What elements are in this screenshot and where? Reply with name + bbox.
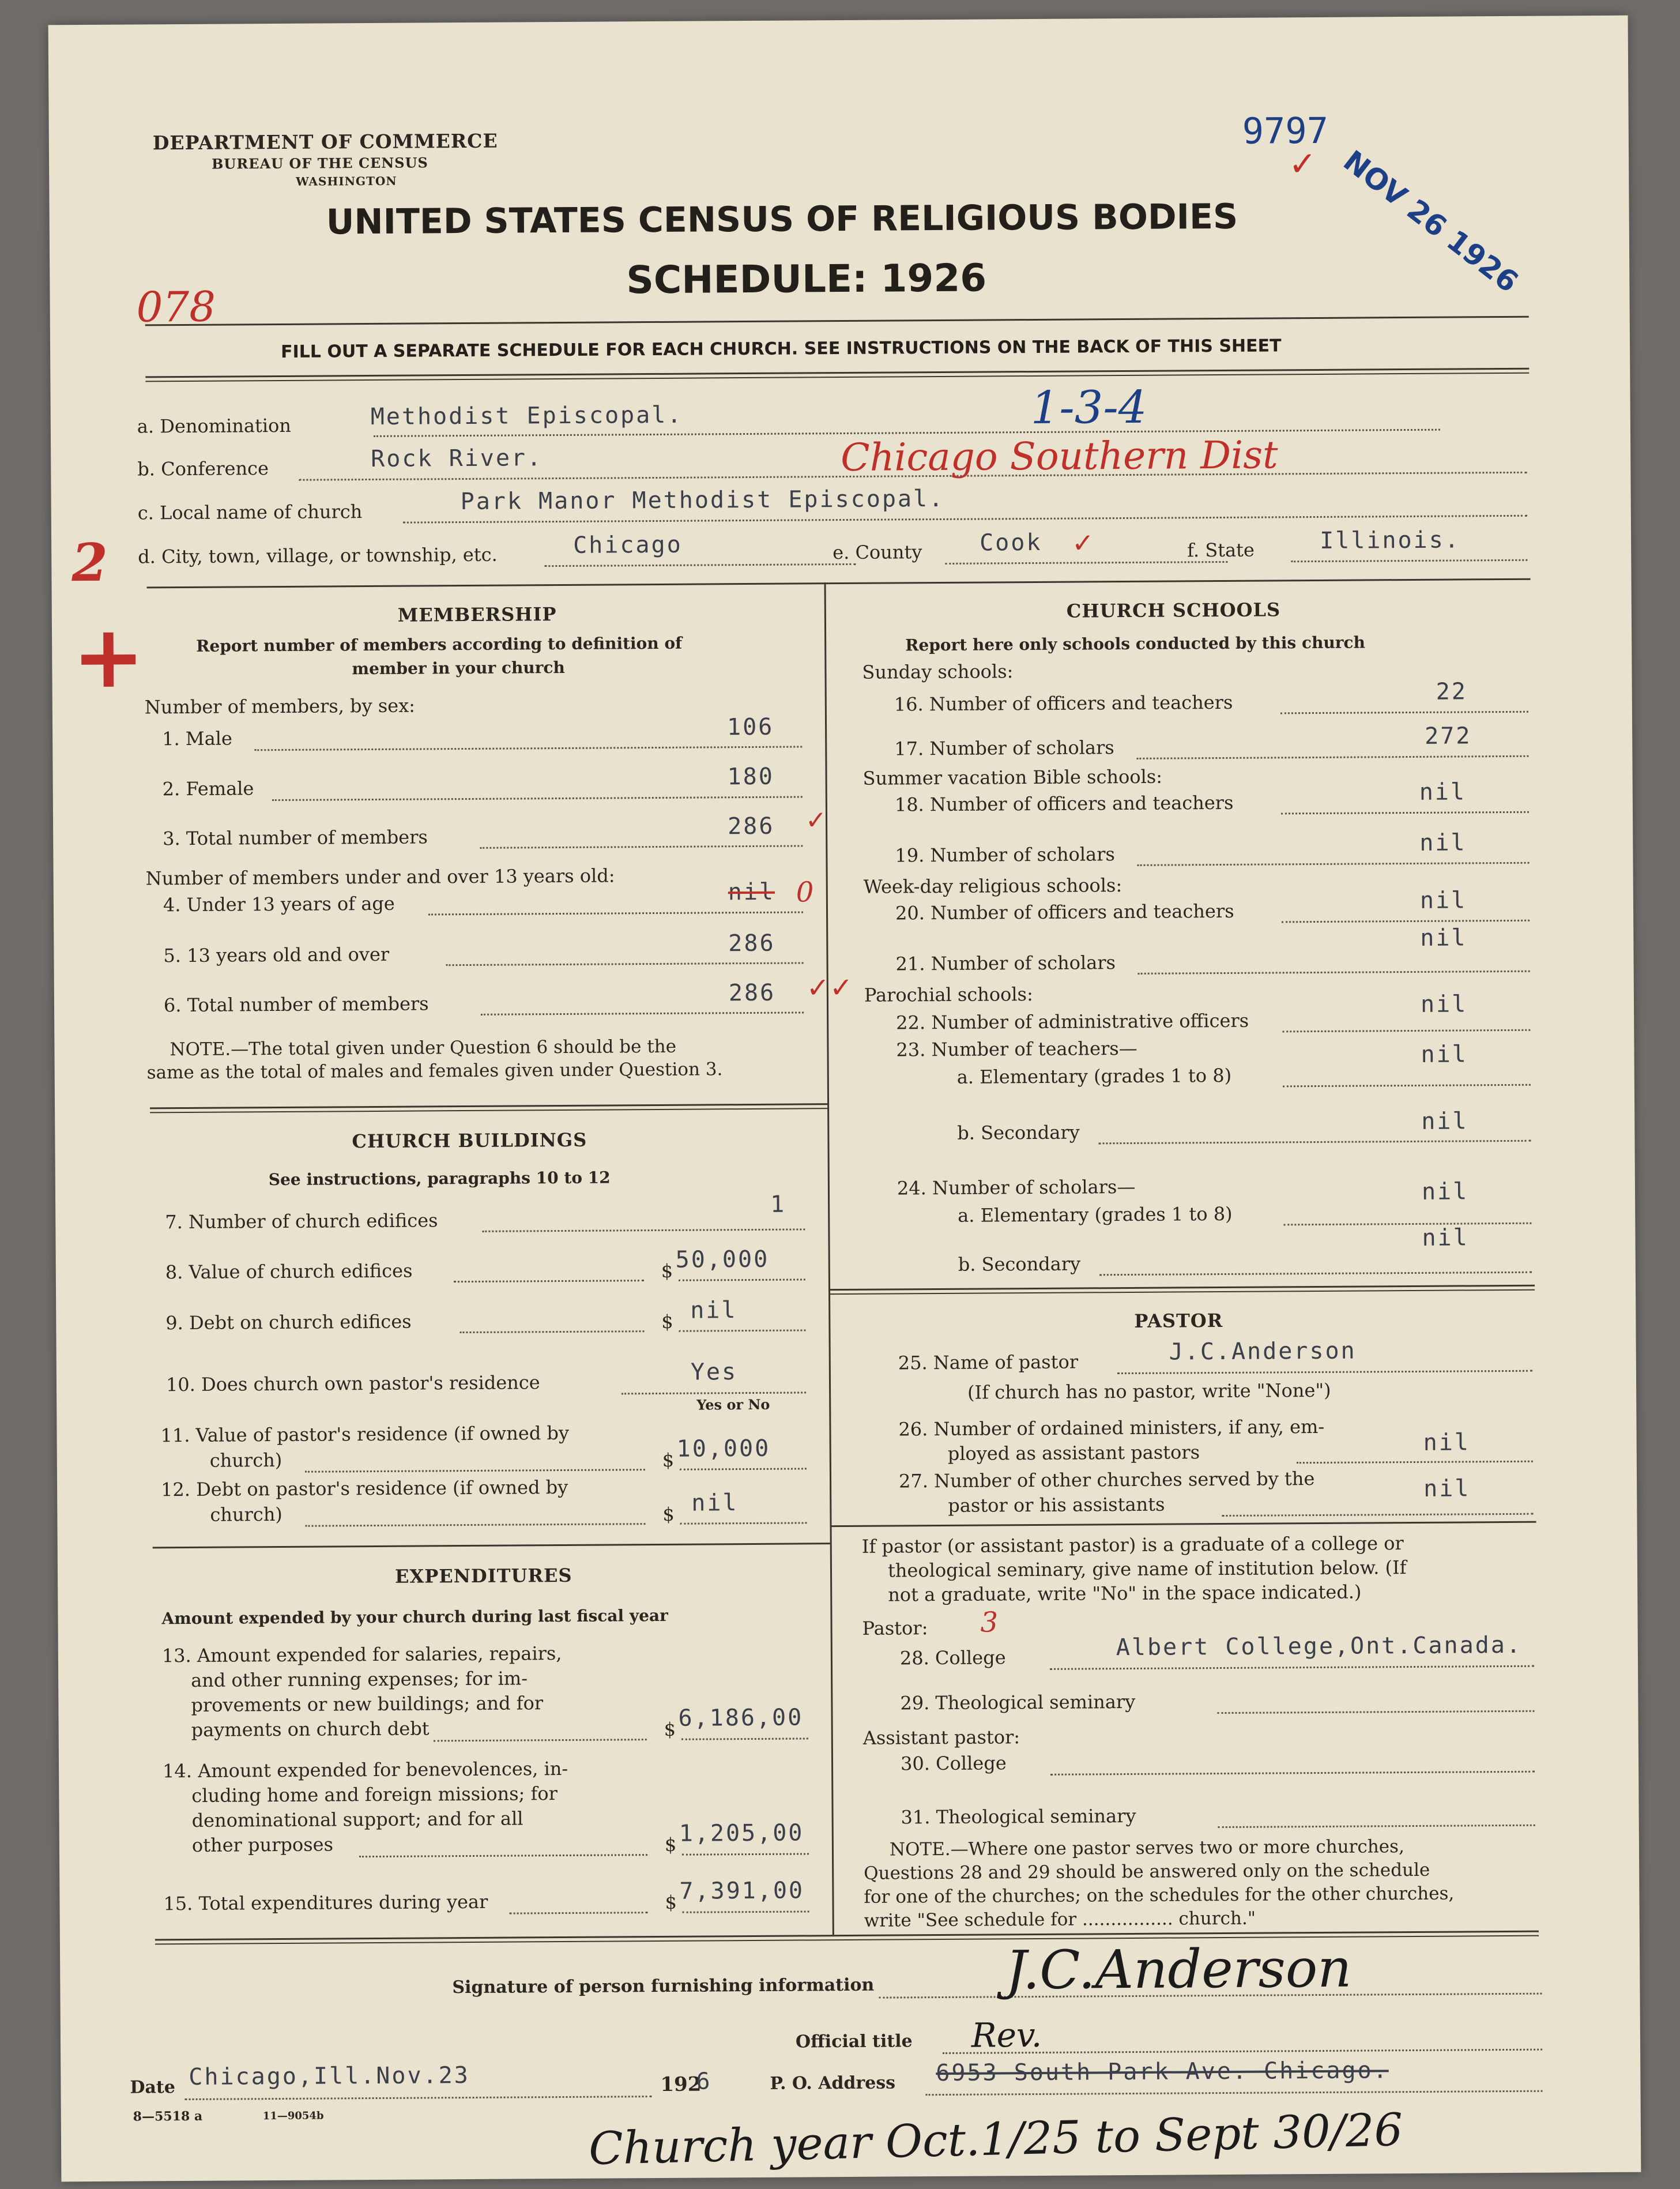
residence-dollar: $ — [662, 1449, 675, 1471]
q24-label: 24. Number of scholars— — [896, 1175, 1136, 1199]
membership-subtitle-2: member in your church — [352, 657, 565, 679]
form-title: UNITED STATES CENSUS OF RELIGIOUS BODIES — [326, 196, 1238, 243]
q14-line-3: denominational support; and for all — [191, 1807, 523, 1831]
q14-dollar: $ — [664, 1833, 677, 1856]
census-schedule-sheet — [48, 16, 1641, 2182]
red-check-mark: ✓ — [1288, 144, 1317, 184]
q25-note: (If church has no pastor, write "None") — [967, 1379, 1331, 1404]
q18-value[interactable]: nil — [1419, 778, 1467, 806]
q24a-label: a. Elementary (grades 1 to 8) — [958, 1202, 1233, 1227]
male-label: 1. Male — [162, 727, 233, 750]
state-value[interactable]: Illinois. — [1319, 526, 1460, 554]
city-value[interactable]: Chicago — [572, 531, 683, 559]
residence-debt-label-2: church) — [210, 1503, 282, 1526]
q30-line — [1050, 1771, 1535, 1776]
county-label: e. County — [833, 541, 922, 564]
local-name-value[interactable]: Park Manor Methodist Episcopal. — [460, 485, 945, 516]
residence-debt-line-a — [306, 1523, 646, 1527]
q27-line-1: 27. Number of other churches served by the — [898, 1468, 1315, 1492]
q31-label: 31. Theological seminary — [901, 1804, 1136, 1829]
q23b-value[interactable]: nil — [1421, 1108, 1468, 1135]
under-13-correction: 0 — [796, 876, 814, 909]
q13-line-a — [434, 1739, 647, 1742]
residence-line — [621, 1391, 806, 1394]
banner-rule-2 — [145, 373, 1529, 382]
q27-value[interactable]: nil — [1423, 1475, 1471, 1502]
over-13-label: 5. 13 years old and over — [163, 943, 390, 967]
denomination-label: a. Denomination — [137, 414, 292, 438]
residence-value-line-a — [305, 1469, 645, 1473]
year-prefix: 192 — [660, 2073, 702, 2096]
edifice-value-line-b — [679, 1278, 805, 1281]
county-check-mark: ✓ — [1071, 527, 1094, 559]
state-line — [1291, 559, 1527, 563]
po-address-label: P. O. Address — [770, 2073, 896, 2094]
membership-subtitle-1: Report number of members according to definition of — [196, 633, 683, 656]
q17-line — [1136, 755, 1528, 759]
buildings-subtitle: See instructions, paragraphs 10 to 12 — [268, 1168, 611, 1190]
district-annotation: Chicago Southern Dist — [840, 432, 1278, 480]
section-rule-top — [147, 578, 1531, 589]
parochial-schools-heading: Parochial schools: — [864, 983, 1033, 1006]
membership-note-2: same as the total of males and females given under Question 3. — [146, 1059, 723, 1084]
over-13-value[interactable]: 286 — [728, 930, 775, 957]
under-13-line — [428, 911, 803, 915]
state-label: f. State — [1187, 539, 1255, 562]
q15-label: 15. Total expenditures during year — [163, 1890, 488, 1915]
summer-schools-heading: Summer vacation Bible schools: — [862, 765, 1163, 789]
date-label: Date — [130, 2077, 175, 2098]
q25-line — [1117, 1370, 1532, 1374]
q20-value[interactable]: nil — [1419, 887, 1467, 914]
column-divider — [824, 582, 834, 1935]
schools-rule-2 — [830, 1289, 1535, 1295]
left-reference-number: 078 — [136, 282, 216, 332]
q16-value[interactable]: 22 — [1436, 678, 1468, 705]
under-13-value[interactable]: nil — [728, 878, 775, 906]
residence-debt-dollar: $ — [662, 1503, 675, 1525]
q29-label: 29. Theological seminary — [900, 1690, 1136, 1714]
debt-dollar: $ — [661, 1310, 673, 1333]
college-value[interactable]: Albert College,Ont.Canada. — [1116, 1631, 1523, 1661]
q24b-line — [1099, 1272, 1532, 1276]
form-number: 8—5518 a — [133, 2108, 203, 2124]
q14-line-2: cluding home and foreign missions; for — [191, 1782, 558, 1807]
q13-line-2: and other running expenses; for im- — [191, 1667, 528, 1691]
edifice-debt-label: 9. Debt on church edifices — [165, 1310, 412, 1334]
q13-dollar: $ — [664, 1718, 676, 1740]
city-label: d. City, town, village, or township, etc. — [138, 543, 498, 568]
q14-line-4: other purposes — [191, 1833, 334, 1856]
total-check-mark: ✓ — [805, 806, 827, 836]
q27-line — [1222, 1513, 1533, 1517]
q20-line — [1282, 920, 1530, 923]
q18-label: 18. Number of officers and teachers — [894, 791, 1234, 816]
q13-line-1: 13. Amount expended for salaries, repairs, — [161, 1642, 562, 1667]
classification-code: 1-3-4 — [1030, 381, 1147, 435]
q13-line-3: provements or new buildings; and for — [191, 1692, 544, 1716]
q25-label: 25. Name of pastor — [898, 1351, 1079, 1374]
q15-value[interactable]: 7,391,00 — [679, 1877, 805, 1905]
yes-no-hint: Yes or No — [696, 1396, 770, 1413]
pastor-mark: 3 — [980, 1606, 999, 1639]
edifice-value-value[interactable]: 50,000 — [675, 1246, 770, 1273]
q21-value[interactable]: nil — [1420, 924, 1467, 951]
city-line — [544, 563, 856, 567]
graduate-note-1: If pastor (or assistant pastor) is a graduate of a college or — [861, 1532, 1404, 1558]
pastor-heading: PASTOR — [1134, 1309, 1223, 1332]
residence-value-label-1: 11. Value of pastor's residence (if owned by — [160, 1421, 570, 1447]
q23a-label: a. Elementary (grades 1 to 8) — [956, 1064, 1232, 1088]
print-number: 11—9054b — [262, 2109, 324, 2123]
instruction-banner: FILL OUT A SEPARATE SCHEDULE FOR EACH CHURCH. SEE INSTRUCTIONS ON THE BACK OF THIS SHEET — [280, 336, 1282, 362]
q13-value[interactable]: 6,186,00 — [678, 1704, 804, 1732]
weekday-schools-heading: Week-day religious schools: — [863, 874, 1122, 898]
conference-label: b. Conference — [137, 457, 269, 480]
official-title-value[interactable]: Rev. — [971, 2015, 1042, 2055]
q13-line-b — [681, 1737, 808, 1740]
residence-value[interactable]: Yes — [690, 1359, 738, 1386]
q24a-value[interactable]: nil — [1421, 1178, 1469, 1205]
q14-line-1: 14. Amount expended for benevolences, in- — [162, 1757, 568, 1782]
pastor-note-2: Questions 28 and 29 should be answered only on the schedule — [864, 1859, 1430, 1884]
residence-value-line-b — [680, 1468, 807, 1470]
q16-label: 16. Number of officers and teachers — [894, 691, 1233, 716]
q21-label: 21. Number of scholars — [895, 951, 1116, 975]
edifice-value-line-a — [454, 1280, 644, 1282]
margin-cross: + — [71, 607, 145, 708]
date-value[interactable]: Chicago,Ill.Nov.23 — [189, 2062, 470, 2090]
pastor-subheading: Pastor: — [862, 1617, 928, 1639]
graduate-note-3: not a graduate, write "No" in the space indicated.) — [888, 1581, 1362, 1606]
residence-debt-label-1: 12. Debt on pastor's residence (if owned by — [161, 1476, 568, 1501]
year-digit[interactable]: 6 — [696, 2068, 712, 2095]
total-members-6-label: 6. Total number of members — [163, 992, 429, 1017]
total-members-line — [480, 845, 803, 848]
q26-line — [1297, 1461, 1533, 1464]
q15-line-b — [683, 1910, 809, 1913]
members-by-sex-heading: Number of members, by sex: — [144, 694, 416, 719]
schedule-title: SCHEDULE: 1926 — [626, 255, 987, 303]
q21-line — [1138, 971, 1530, 975]
washington-heading: WASHINGTON — [296, 174, 397, 189]
q24a-line — [1283, 1223, 1531, 1226]
membership-heading: MEMBERSHIP — [397, 603, 557, 626]
pastor-rule — [832, 1521, 1536, 1527]
q24b-label: b. Secondary — [958, 1253, 1081, 1276]
q14-line-a — [359, 1854, 647, 1857]
q17-value[interactable]: 272 — [1425, 723, 1472, 750]
female-label: 2. Female — [162, 777, 254, 800]
bureau-heading: BUREAU OF THE CENSUS — [211, 154, 428, 172]
pastor-note-4: write "See schedule for ................ church." — [864, 1908, 1256, 1931]
residence-debt-value[interactable]: nil — [691, 1490, 739, 1517]
over-13-line — [446, 962, 804, 966]
q31-line — [1218, 1825, 1535, 1828]
total-members-value[interactable]: 286 — [727, 813, 775, 840]
total-members-6-value[interactable]: 286 — [728, 979, 776, 1007]
pastor-note-1: NOTE.—Where one pastor serves two or more churches, — [889, 1836, 1404, 1860]
q26-line-2: ployed as assistant pastors — [947, 1441, 1200, 1465]
q23a-value[interactable]: nil — [1421, 1041, 1468, 1068]
female-value[interactable]: 180 — [727, 763, 774, 791]
county-value[interactable]: Cook — [979, 529, 1042, 556]
pastor-note-3: for one of the churches; on the schedules for the other churches, — [864, 1883, 1455, 1908]
buildings-rule — [153, 1543, 830, 1548]
q22-label: 22. Number of administrative officers — [896, 1009, 1249, 1034]
edifices-line — [482, 1228, 805, 1232]
expenditures-heading: EXPENDITURES — [394, 1564, 572, 1588]
serial-number: 9797 — [1242, 109, 1329, 152]
q15-dollar: $ — [665, 1891, 677, 1913]
residence-label: 10. Does church own pastor's residence — [165, 1371, 540, 1396]
q19-value[interactable]: nil — [1419, 829, 1467, 856]
membership-rule-2 — [150, 1108, 827, 1113]
q24b-value[interactable]: nil — [1422, 1224, 1469, 1251]
q26-line-1: 26. Number of ordained ministers, if any, em- — [898, 1415, 1325, 1440]
pastor-name-value[interactable]: J.C.Anderson — [1169, 1337, 1357, 1366]
q14-value[interactable]: 1,205,00 — [679, 1819, 804, 1847]
age-heading: Number of members under and over 13 years old: — [145, 864, 615, 890]
received-date-stamp: NOV 26 1926 — [1337, 144, 1525, 299]
official-title-label: Official title — [795, 2031, 913, 2052]
q19-label: 19. Number of scholars — [895, 843, 1115, 867]
department-heading: DEPARTMENT OF COMMERCE — [152, 129, 498, 155]
margin-mark: 2 — [71, 532, 108, 594]
q26-value[interactable]: nil — [1423, 1429, 1471, 1456]
q23-label: 23. Number of teachers— — [896, 1037, 1137, 1061]
denomination-value[interactable]: Methodist Episcopal. — [370, 401, 683, 431]
total-6-check-mark: ✓✓ — [806, 971, 853, 1005]
graduate-note-2: theological seminary, give name of institution below. (If — [887, 1556, 1407, 1582]
header-rule — [145, 316, 1529, 326]
schools-subtitle: Report here only schools conducted by this church — [905, 633, 1366, 655]
q27-line-2: pastor or his assistants — [948, 1493, 1165, 1517]
q22-line — [1282, 1029, 1530, 1033]
date-line — [185, 2096, 652, 2100]
local-name-label: c. Local name of church — [137, 501, 363, 524]
local-name-line — [403, 515, 1527, 524]
signature-value[interactable]: J.C.Anderson — [1005, 1937, 1352, 2002]
q17-label: 17. Number of scholars — [894, 736, 1114, 760]
schools-heading: CHURCH SCHOOLS — [1066, 599, 1281, 622]
male-value[interactable]: 106 — [726, 713, 774, 741]
membership-note-1: NOTE.—The total given under Question 6 should be the — [169, 1036, 677, 1060]
edifice-debt-line-a — [459, 1330, 644, 1333]
edifice-debt-line-b — [679, 1329, 805, 1332]
edifices-label: 7. Number of church edifices — [165, 1209, 438, 1233]
buildings-heading: CHURCH BUILDINGS — [352, 1129, 587, 1153]
county-line — [945, 561, 1227, 565]
q23b-label: b. Secondary — [957, 1121, 1080, 1144]
po-address-line — [926, 2090, 1543, 2096]
q22-value[interactable]: nil — [1420, 991, 1468, 1018]
edifice-value-label: 8. Value of church edifices — [165, 1259, 413, 1284]
q23b-line — [1098, 1140, 1531, 1145]
sunday-schools-heading: Sunday schools: — [862, 660, 1014, 683]
male-line — [254, 746, 802, 751]
q28-label: 28. College — [899, 1646, 1006, 1669]
under-13-label: 4. Under 13 years of age — [163, 892, 395, 916]
q18-line — [1281, 811, 1529, 815]
residence-debt-line-b — [680, 1522, 807, 1524]
q29-line — [1218, 1710, 1535, 1714]
expenditures-subtitle: Amount expended by your church during last fiscal year — [161, 1605, 668, 1628]
q28-line — [1050, 1665, 1534, 1670]
q20-label: 20. Number of officers and teachers — [895, 900, 1234, 924]
signature-label: Signature of person furnishing information — [452, 1974, 875, 1998]
q23a-line — [1283, 1084, 1531, 1088]
q15-line-a — [510, 1912, 648, 1914]
q14-line-b — [682, 1853, 809, 1855]
q19-line — [1137, 862, 1530, 866]
residence-value-value[interactable]: 10,000 — [676, 1435, 771, 1462]
edifices-value[interactable]: 1 — [770, 1191, 786, 1218]
total-members-label: 3. Total number of members — [163, 826, 428, 850]
church-year-annotation: Church year Oct.1/25 to Sept 30/26 — [588, 2104, 1404, 2176]
po-address-value[interactable]: 6953 South Park Ave. Chicago. — [936, 2057, 1389, 2087]
female-line — [272, 796, 803, 801]
edifice-debt-value[interactable]: nil — [690, 1297, 737, 1324]
q30-label: 30. College — [900, 1752, 1007, 1775]
assistant-pastor-subheading: Assistant pastor: — [862, 1726, 1020, 1749]
total-members-6-line — [481, 1011, 804, 1015]
conference-value[interactable]: Rock River. — [371, 445, 543, 472]
q16-line — [1280, 711, 1528, 714]
residence-value-label-2: church) — [209, 1449, 282, 1472]
q13-line-4: payments on church debt — [191, 1717, 430, 1741]
edifice-dollar: $ — [661, 1259, 673, 1282]
